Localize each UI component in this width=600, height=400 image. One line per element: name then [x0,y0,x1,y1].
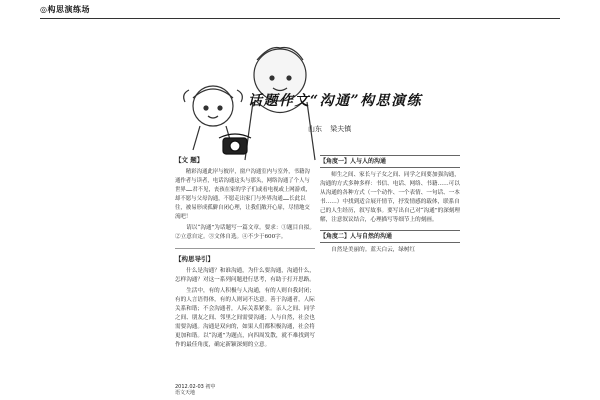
prompt-heading: 【文 题】 [175,156,204,164]
magazine-name: 语文天地 [175,390,196,396]
prompt-paragraph-1: 精彩沟通此岸与彼岸，窗户沟通室内与室外，书籍沟通作者与读者，电话沟通这头与那头，网络沟通了个人与世界……君不见，丧孩在家的学子们或看电视或上网游戏，却不愿与父母沟通，不愿走出家门与外界沟通……长此以往，被易形成孤僻自闭心理，让我们敞开心扉，尽情地交流吧！ [175,169,311,220]
angle-2-heading: 【角度二】人与自然的沟通 [320,230,460,243]
angle-2-paragraph: 自然是美丽的。蓝天白云，绿树红 [331,247,416,253]
title-area [248,90,468,132]
section-tag: ◎构思演练场 [40,5,90,14]
right-column [320,150,460,257]
left-column [175,150,315,352]
issue-number: 2012.02-03 [175,384,204,390]
header-divider [40,18,560,19]
guide-paragraph-2: 生活中，有的人积极与人沟通，有的人则自我封闭；有的人言语得体，有的人则词不达意。善于沟通者，人际关系和谐；不会沟通者，人际关系紧张。亲人之间、同学之间、朋友之间、邻里之间需要沟通；人与自然，社会也需要沟通。沟通是双向的，如果人们都积极沟通，社会将更加和谐。以“沟通”为题点，向四周发散，就不难找到写作的最佳角度，确定新颖深刻的立意。 [175,288,315,348]
author-line [308,124,468,134]
author-name: 梁夫镇 [330,125,352,133]
guide-heading: 【构思导引】 [175,255,214,263]
issue-note: 初中 [205,384,216,390]
article-title: 话题作文“沟通”构思演练 [248,93,423,109]
footer [175,384,325,396]
guide-paragraph-1: 什么是沟通？和谁沟通，为什么要沟通，沟通什么，怎样沟通？对这一系列问题进行思考，有助于打开思路。 [175,268,315,283]
angle-1-paragraph: 师生之间、家长与子女之间、同学之间要加强沟通，沟通的方式多种多样：书信、电话、网络、书籍……可以从沟通的各种方式（一个动作、一个表情、一句话、一本书……）中找到适合展开情节，抒发情感的载体，联系自己的人生经历，叙写故事。要写出自己对“沟通”的深刻理解，注意叙议结合，心理描写等细节上的刻画。 [320,172,460,223]
author-region: 山东 [308,125,322,133]
section-divider [175,248,315,249]
prompt-paragraph-2: 请以“沟通”为话题写一篇文章。要求：①题目自拟。②立意自定。③文体自选。④不少于600字。 [175,225,315,240]
angle-1-heading: 【角度一】人与人的沟通 [320,155,460,168]
